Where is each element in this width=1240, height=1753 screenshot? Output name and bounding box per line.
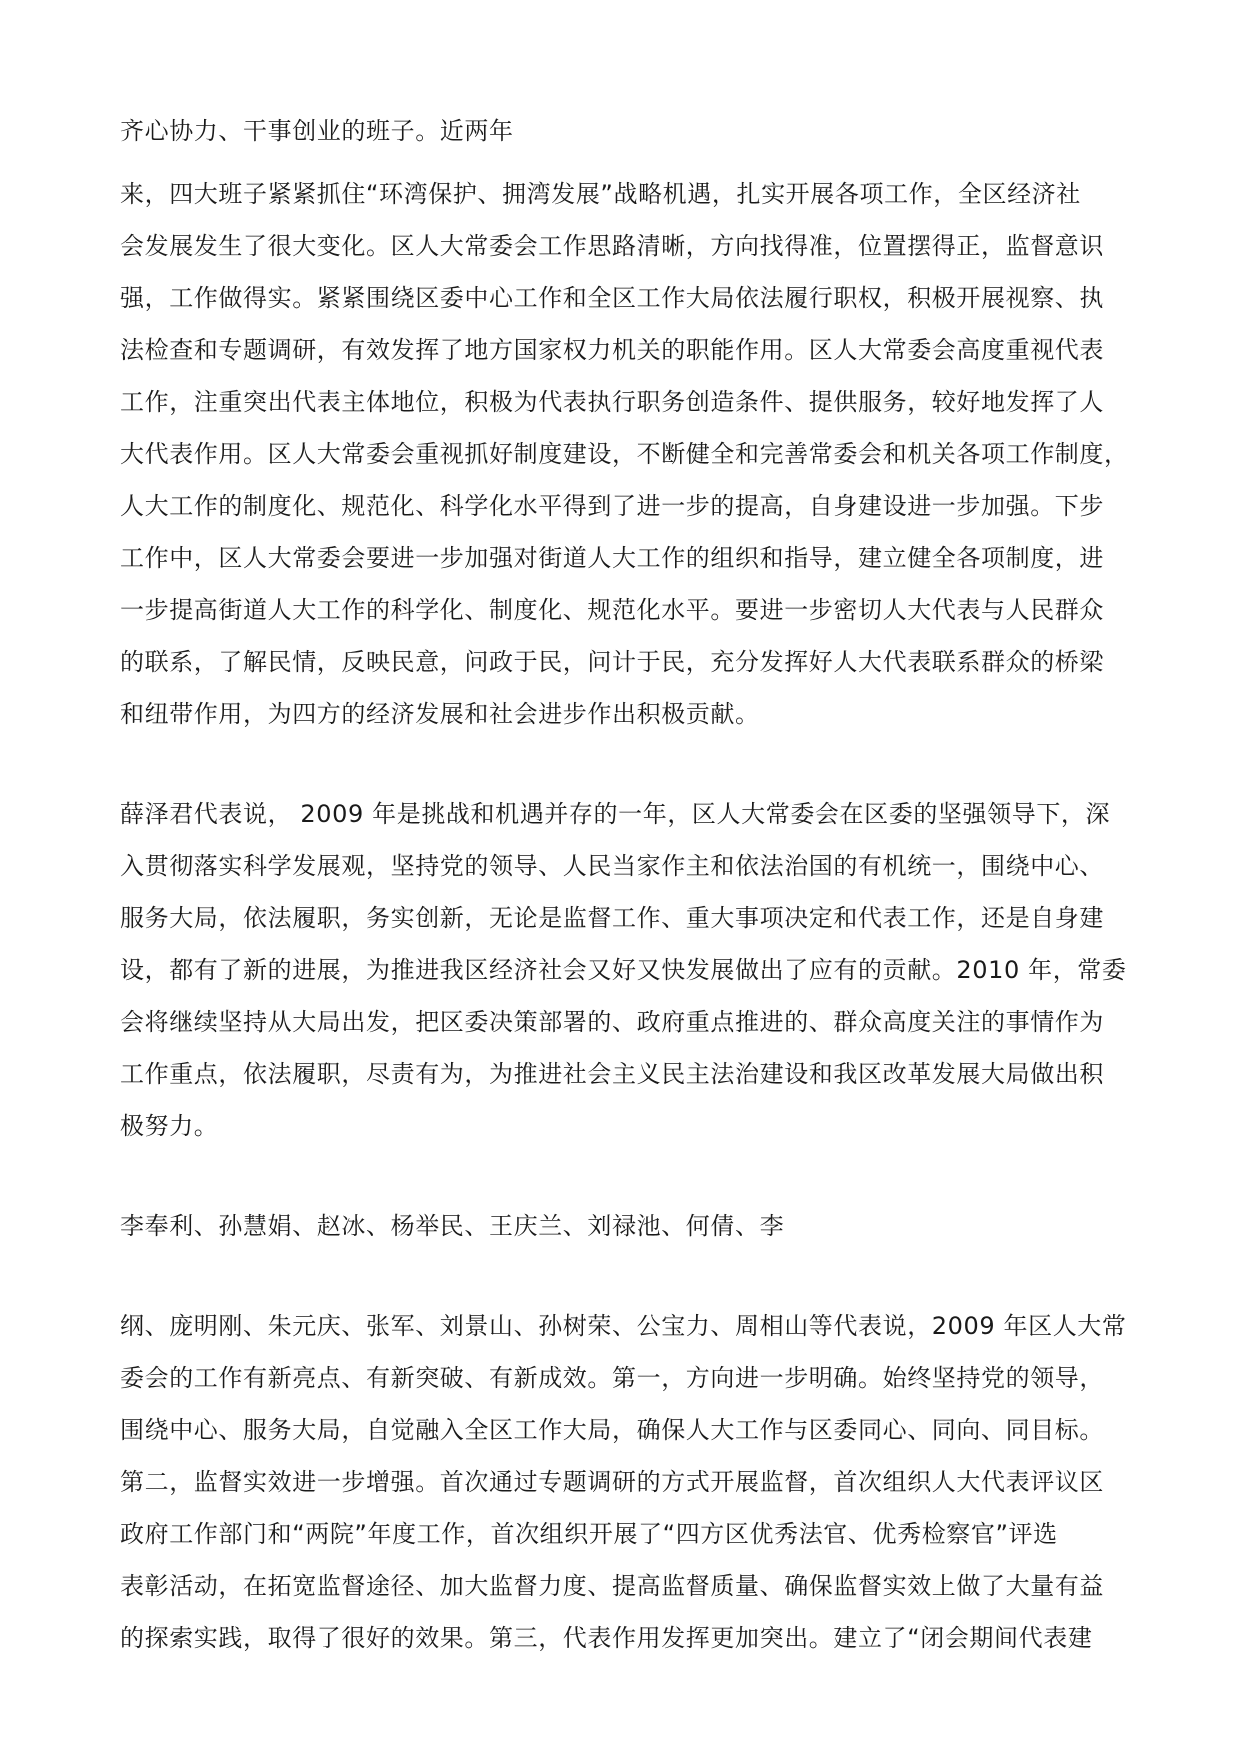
text-line: 政府工作部门和“两院”年度工作，首次组织开展了“四方区优秀法官、优秀检察官”评选 [120,1520,1058,1548]
text-line: 会发展发生了很大变化。区人大常委会工作思路清晰，方向找得准，位置摆得正，监督意识 [120,232,1104,260]
text-line: 工作，注重突出代表主体地位，积极为代表执行职务创造条件、提供服务，较好地发挥了人 [120,388,1104,416]
text-line: 纲、庞明刚、朱元庆、张军、刘景山、孙树荣、公宝力、周相山等代表说，2009 年区人大常 [120,1312,1127,1340]
text-line: 围绕中心、服务大局，自觉融入全区工作大局，确保人大工作与区委同心、同向、同目标。 [120,1416,1104,1444]
text-line: 大代表作用。区人大常委会重视抓好制度建设，不断健全和完善常委会和机关各项工作制度， [120,440,1129,468]
text-line: 入贯彻落实科学发展观，坚持党的领导、人民当家作主和依法治国的有机统一，围绕中心、 [120,852,1104,880]
text-line: 一步提高街道人大工作的科学化、制度化、规范化水平。要进一步密切人大代表与人民群众 [120,596,1104,624]
text-line: 服务大局，依法履职，务实创新，无论是监督工作、重大事项决定和代表工作，还是自身建 [120,904,1104,932]
text-line: 薛泽君代表说， 2009 年是挑战和机遇并存的一年，区人大常委会在区委的坚强领导下，深 [120,800,1111,828]
text-line: 工作中，区人大常委会要进一步加强对街道人大工作的组织和指导，建立健全各项制度，进 [120,544,1104,572]
text-line: 表彰活动，在拓宽监督途径、加大监督力度、提高监督质量、确保监督实效上做了大量有益 [120,1572,1104,1600]
text-line: 李奉利、孙慧娟、赵冰、杨举民、王庆兰、刘禄池、何倩、李 [120,1212,785,1240]
text-line: 极努力。 [120,1112,219,1140]
text-line: 法检查和专题调研，有效发挥了地方国家权力机关的职能作用。区人大常委会高度重视代表 [120,336,1104,364]
text-line: 强，工作做得实。紧紧围绕区委中心工作和全区工作大局依法履行职权，积极开展视察、执 [120,284,1104,312]
text-line: 来，四大班子紧紧抓住“环湾保护、拥湾发展”战略机遇，扎实开展各项工作，全区经济社 [120,180,1081,208]
text-line: 会将继续坚持从大局出发，把区委决策部署的、政府重点推进的、群众高度关注的事情作为 [120,1008,1104,1036]
text-line: 设，都有了新的进展，为推进我区经济社会又好又快发展做出了应有的贡献。2010 年，常委 [120,956,1127,984]
text-line: 第二，监督实效进一步增强。首次通过专题调研的方式开展监督，首次组织人大代表评议区 [120,1468,1104,1496]
text-line: 的联系，了解民情，反映民意，问政于民，问计于民，充分发挥好人大代表联系群众的桥梁 [120,648,1104,676]
text-line: 人大工作的制度化、规范化、科学化水平得到了进一步的提高，自身建设进一步加强。下步 [120,492,1104,520]
text-line: 的探索实践，取得了很好的效果。第三，代表作用发挥更加突出。建立了“闭会期间代表建 [120,1624,1093,1652]
text-line: 和纽带作用，为四方的经济发展和社会进步作出积极贡献。 [120,700,760,728]
text-line: 工作重点，依法履职，尽责有为，为推进社会主义民主法治建设和我区改革发展大局做出积 [120,1060,1104,1088]
text-line: 委会的工作有新亮点、有新突破、有新成效。第一，方向进一步明确。始终坚持党的领导， [120,1364,1104,1392]
text-line: 齐心协力、干事创业的班子。近两年 [120,117,514,145]
